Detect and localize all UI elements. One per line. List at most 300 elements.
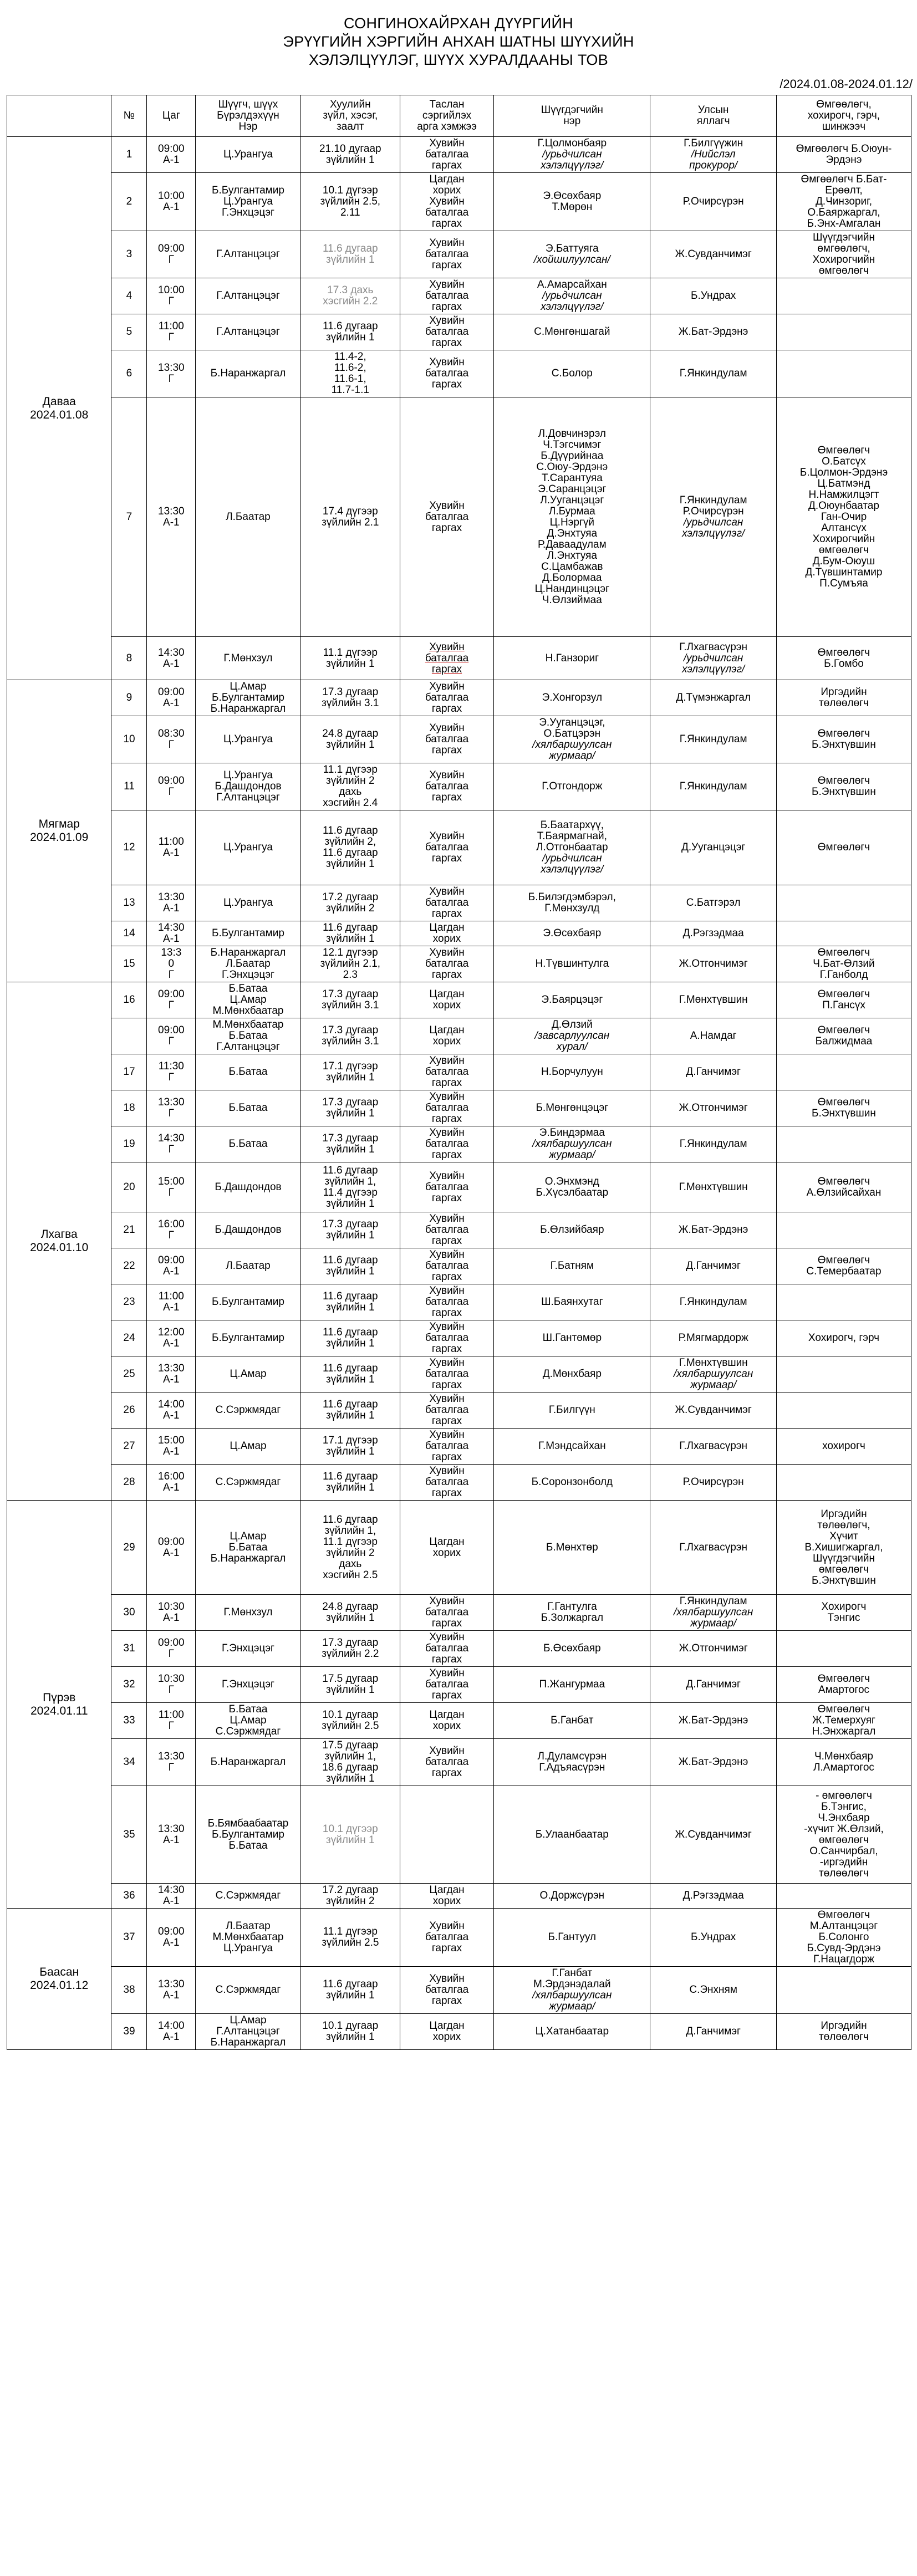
prosecutor-name: Г.Янкиндулам [650,1284,777,1320]
preventive-measure: Цагдан хорих [400,2014,494,2050]
defendant-names-text: Д.Өлзий [551,1019,593,1031]
hearing-time: 10:00 Г [147,278,196,314]
defendant-names: Э.Хонгорзул [494,680,650,716]
law-article: 17.2 дугаар зүйлийн 2 [300,885,400,921]
prosecutor-name: Д.Ганчимэг [650,1667,777,1703]
hearing-time: 14:00 А-1 [147,2014,196,2050]
judge-names: Ц.Урангуа [196,810,301,885]
preventive-measure: Хувийн баталгаа гаргах [400,1090,494,1126]
case-number: 18 [111,1090,147,1126]
defendant-names: О.Энхмэнд Б.Хүсэлбаатар [494,1162,650,1212]
case-number: 19 [111,1126,147,1162]
hearing-time: 09:00 А-1 [147,1909,196,1967]
case-number: 36 [111,1884,147,1909]
law-article: 17.3 дугаар зүйлийн 1 [300,1212,400,1248]
advocate-victim-witness [776,1126,911,1162]
law-article: 11.6 дугаар зүйлийн 1 [300,1356,400,1392]
defendant-names-text: Б.Баатархүү, Т.Баярмагнай, Л.Отгонбаатар [536,819,608,853]
table-row [7,810,911,885]
case-number: 20 [111,1162,147,1212]
law-article: 12.1 дүгээр зүйлийн 2.1, 2.3 [300,946,400,982]
preventive-measure: Хувийн баталгаа гаргах [400,1054,494,1090]
law-article: 17.3 дугаар зүйлийн 1 [300,1090,400,1126]
day-cell: Пүрэв 2024.01.11 [7,1501,111,1909]
judge-names: Б.Батаа Ц.Амар С.Сэржмядаг [196,1703,301,1739]
defendant-names-text: Э.Баттуяга [545,243,599,254]
advocate-victim-witness: Иргэдийн төлөөлөгч [776,680,911,716]
prosecutor-name: Д.Ганчимэг [650,1054,777,1090]
judge-names: Ц.Урангуа [196,716,301,763]
prosecutor-name: Ж.Сувданчимэг [650,231,777,278]
defendant-names-text: Г.Ганбат М.Эрдэнэдалай [533,1967,611,1990]
table-row [7,1884,911,1909]
case-number: 22 [111,1248,147,1284]
case-number: 8 [111,637,147,680]
law-article: 11.6 дугаар зүйлийн 1 [300,314,400,350]
case-number: 33 [111,1703,147,1739]
advocate-victim-witness: Өмгөөлөгч М.Алтанцэцэг Б.Солонго Б.Сувд-Эрдэнэ Г.Нацагдорж [776,1909,911,1967]
advocate-victim-witness: Иргэдийн төлөөлөгч, Хүчит В.Хишигжаргал, Шүүгдэгчийн өмгөөлөгч Б.Энхтүвшин [776,1501,911,1595]
defendant-names-note: /хойшилуулсан/ [533,254,610,266]
advocate-victim-witness: Иргэдийн төлөөлөгч [776,2014,911,2050]
law-article: 17.5 дугаар зүйлийн 1 [300,1667,400,1703]
preventive-measure: Цагдан хорих [400,921,494,946]
case-number: 14 [111,921,147,946]
defendant-names [494,278,650,314]
advocate-victim-witness: - өмгөөлөгч Б.Тэнгис, Ч.Энхбаяр -хүчит Ж.Өлзий, өмгөөлөгч О.Санчирбал, -иргэдийн төлөөлөгч [776,1786,911,1884]
col-header-number: № [111,95,147,137]
hearing-time: 11:00 Г [147,314,196,350]
preventive-measure [400,637,494,680]
title-line-3: ХЭЛЭЛЦҮҮЛЭГ, ШҮҮХ ХУРАЛДААНЫ ТОВ [308,52,609,68]
judge-names: Б.Дашдондов [196,1162,301,1212]
hearing-time: 10:00 А-1 [147,173,196,231]
judge-names: М.Мөнхбаатар Б.Батаа Г.Алтанцэцэг [196,1018,301,1054]
preventive-measure: Хувийн баталгаа гаргах [400,1429,494,1465]
law-article: 10.1 дүгээр зүйлийн 2.5, 2.11 [300,173,400,231]
table-row [7,1967,911,2014]
hearing-time: 09:00 Г [147,231,196,278]
case-number: 35 [111,1786,147,1884]
prosecutor-name [650,1595,777,1631]
defendant-names-text: А.Амарсайхан [537,279,607,290]
preventive-measure: Хувийн баталгаа гаргах [400,1967,494,2014]
defendant-names [494,716,650,763]
judge-names: С.Сэржмядаг [196,1967,301,2014]
col-header-other: Өмгөөлөгч, хохирогч, гэрч, шинжээч [776,95,911,137]
advocate-victim-witness: Өмгөөлөгч П.Гансүх [776,982,911,1018]
prosecutor-name-text: Г.Мөнхтүвшин [679,1357,748,1369]
prosecutor-name: А.Намдаг [650,1018,777,1054]
hearing-time: 13:30 Г [147,1739,196,1786]
defendant-names: Э.Баярцэцэг [494,982,650,1018]
advocate-victim-witness [776,278,911,314]
law-article: 11.6 дугаар зүйлийн 1, 11.1 дүгээр зүйлийн 2 дахь хэсгийн 2.5 [300,1501,400,1595]
defendant-names: Л.Дуламсүрэн Г.Адъяасүрэн [494,1739,650,1786]
defendant-names: Б.Ганбат [494,1703,650,1739]
judge-names: Ц.Урангуа Б.Дашдондов Г.Алтанцэцэг [196,763,301,810]
law-article: 11.6 дугаар зүйлийн 1 [300,1465,400,1501]
preventive-measure: Хувийн баталгаа гаргах [400,1248,494,1284]
judge-names: С.Сэржмядаг [196,1884,301,1909]
table-row [7,173,911,231]
advocate-victim-witness: Өмгөөлөгч Балжидмаа [776,1018,911,1054]
judge-names: Б.Батаа Ц.Амар М.Мөнхбаатар [196,982,301,1018]
preventive-measure: Хувийн баталгаа гаргах [400,680,494,716]
hearing-time: 16:00 А-1 [147,1465,196,1501]
preventive-measure: Хувийн баталгаа гаргах [400,1465,494,1501]
prosecutor-name: Г.Янкиндулам [650,1126,777,1162]
table-row [7,1356,911,1392]
preventive-measure: Хувийн баталгаа гаргах [400,397,494,637]
document-header [0,0,917,69]
table-row [7,231,911,278]
law-article: 17.3 дугаар зүйлийн 1 [300,1126,400,1162]
hearing-time: 09:00 Г [147,763,196,810]
defendant-names: Э.Өсөхбаяр [494,921,650,946]
preventive-measure: Хувийн баталгаа гаргах [400,137,494,173]
judge-names: Б.Булгантамир [196,1320,301,1356]
day-cell: Даваа 2024.01.08 [7,137,111,680]
case-number: 31 [111,1631,147,1667]
law-article: 11.1 дүгээр зүйлийн 1 [300,637,400,680]
prosecutor-name: Г.Янкиндулам [650,350,777,397]
defendant-names [494,1967,650,2014]
prosecutor-name: Д.Ганчимэг [650,1248,777,1284]
prosecutor-name: Ж.Отгончимэг [650,1631,777,1667]
defendant-names: Н.Түвшинтулга [494,946,650,982]
preventive-measure: Хувийн баталгаа гаргах [400,350,494,397]
prosecutor-name: Ж.Отгончимэг [650,1090,777,1126]
prosecutor-name-text: Г.Билгүүжин [684,137,743,149]
judge-names: Г.Энхцэцэг [196,1631,301,1667]
defendant-names [494,1126,650,1162]
table-row [7,1248,911,1284]
law-article: 10.1 дүгээр зүйлийн 1 [300,1786,400,1884]
preventive-measure: Хувийн баталгаа гаргах [400,1631,494,1667]
preventive-measure: Цагдан хорих [400,1703,494,1739]
judge-names: Г.Энхцэцэг [196,1667,301,1703]
prosecutor-name-text: Г.Янкиндулам [679,1595,747,1607]
law-article: 11.1 дүгээр зүйлийн 2 дахь хэсгийн 2.4 [300,763,400,810]
defendant-names: Ц.Хатанбаатар [494,2014,650,2050]
table-row [7,1429,911,1465]
hearing-time: 09:00 А-1 [147,1248,196,1284]
col-header-measure: Таслан сэргийлэх арга хэмжээ [400,95,494,137]
schedule-body [7,137,911,2050]
prosecutor-name [650,1356,777,1392]
hearing-time: 11:00 А-1 [147,810,196,885]
defendant-names: Н.Борчулуун [494,1054,650,1090]
law-article: 11.4-2, 11.6-2, 11.6-1, 11.7-1.1 [300,350,400,397]
preventive-measure: Цагдан хорих Хувийн баталгаа гаргах [400,173,494,231]
advocate-victim-witness: Өмгөөлөгч [776,810,911,885]
advocate-victim-witness [776,1465,911,1501]
advocate-victim-witness: Өмгөөлөгч Ж.Темерхуяг Н.Энхжаргал [776,1703,911,1739]
hearing-time: 13:30 А-1 [147,1967,196,2014]
case-number: 27 [111,1429,147,1465]
preventive-measure: Хувийн баталгаа гаргах [400,1595,494,1631]
prosecutor-name: Р.Очирсүрэн [650,1465,777,1501]
advocate-victim-witness [776,314,911,350]
prosecutor-name-note: /хялбаршуулсан журмаар/ [674,1606,753,1629]
advocate-victim-witness: Өмгөөлөгч Б.Оюун- Эрдэнэ [776,137,911,173]
hearing-time: 09:00 Г [147,1018,196,1054]
law-article: 17.3 дугаар зүйлийн 2.2 [300,1631,400,1667]
law-article: 17.2 дугаар зүйлийн 2 [300,1884,400,1909]
table-row [7,1501,911,1595]
law-article: 21.10 дугаар зүйлийн 1 [300,137,400,173]
hearing-time: 10:30 А-1 [147,1595,196,1631]
law-article: 17.1 дүгээр зүйлийн 1 [300,1429,400,1465]
law-article: 17.3 дугаар зүйлийн 3.1 [300,982,400,1018]
table-row [7,1786,911,1884]
defendant-names: Г.Отгондорж [494,763,650,810]
case-number: 15 [111,946,147,982]
table-row [7,1320,911,1356]
case-number: 38 [111,1967,147,2014]
hearing-time: 15:00 Г [147,1162,196,1212]
table-row [7,2014,911,2050]
advocate-victim-witness: Ч.Мөнхбаяр Л.Амартогос [776,1739,911,1786]
advocate-victim-witness: Өмгөөлөгч О.Батсүх Б.Цолмон-Эрдэнэ Ц.Батмэнд Н.Намжилцэгт Д.Оюунбаатар Ган-Очир Алтансүх Хохирогчийн өмгөөлөгч Д.Бум-Оюуш Д.Түвшинтамир П.Сумъяа [776,397,911,637]
defendant-names: Б.Гантуул [494,1909,650,1967]
prosecutor-name-text: Г.Янкиндулам Р.Очирсүрэн [679,494,747,517]
prosecutor-name [650,137,777,173]
law-article: 11.6 дугаар зүйлийн 1 [300,1392,400,1429]
defendant-names-text: Э.Ууганцэцэг, О.Батцэрэн [539,717,605,739]
preventive-measure: Хувийн баталгаа гаргах [400,810,494,885]
defendant-names: Б.Мөнхтөр [494,1501,650,1595]
defendant-names [494,137,650,173]
judge-names: Б.Булгантамир [196,1284,301,1320]
prosecutor-name-note: /урьдчилсан хэлэлцүүлэг/ [682,652,745,675]
advocate-victim-witness: Хохирогч Тэнгис [776,1595,911,1631]
advocate-victim-witness: Өмгөөлөгч С.Темербаатар [776,1248,911,1284]
judge-names: Ц.Амар Г.Алтанцэцэг Б.Наранжаргал [196,2014,301,2050]
table-row [7,763,911,810]
judge-names: Ц.Амар Б.Булгантамир Б.Наранжаргал [196,680,301,716]
prosecutor-name: Г.Янкиндулам [650,763,777,810]
table-row [7,716,911,763]
hearing-time: 09:00 А-1 [147,137,196,173]
case-number: 39 [111,2014,147,2050]
day-cell: Баасан 2024.01.12 [7,1909,111,2050]
law-article: 17.3 дугаар зүйлийн 3.1 [300,1018,400,1054]
preventive-measure-text: Хувийн баталгаа гаргах [425,641,469,675]
col-header-judge: Шүүгч, шүүх Бүрэлдэхүүн Нэр [196,95,301,137]
case-number: 32 [111,1667,147,1703]
defendant-names: Г.Батням [494,1248,650,1284]
judge-names: Г.Алтанцэцэг [196,231,301,278]
case-number: 24 [111,1320,147,1356]
advocate-victim-witness [776,921,911,946]
prosecutor-name: Ж.Отгончимэг [650,946,777,982]
hearing-time: 09:00 А-1 [147,1501,196,1595]
preventive-measure: Хувийн баталгаа гаргах [400,1284,494,1320]
col-header-defendant: Шүүгдэгчийн нэр [494,95,650,137]
preventive-measure: Хувийн баталгаа гаргах [400,1356,494,1392]
advocate-victim-witness [776,1392,911,1429]
advocate-victim-witness: Өмгөөлөгч Б.Энхтүвшин [776,716,911,763]
defendant-names-note: /урьдчилсан хэлэлцүүлэг/ [541,149,604,171]
table-row [7,1667,911,1703]
defendant-names-note: /урьдчилсан хэлэлцүүлэг/ [541,290,604,313]
law-article: 24.8 дугаар зүйлийн 1 [300,1595,400,1631]
advocate-victim-witness: Өмгөөлөгч Б.Бат- Ерөөлт, Д.Чинзориг, О.Баяржаргал, Б.Энх-Амгалан [776,173,911,231]
prosecutor-name: С.Батгэрэл [650,885,777,921]
case-number: 6 [111,350,147,397]
defendant-names: С.Болор [494,350,650,397]
judge-names: Ц.Амар Б.Батаа Б.Наранжаргал [196,1501,301,1595]
prosecutor-name-text: Г.Лхагвасүрэн [679,641,747,653]
prosecutor-name: Д.Ганчимэг [650,2014,777,2050]
preventive-measure: Хувийн баталгаа гаргах [400,314,494,350]
case-number: 37 [111,1909,147,1967]
defendant-names: О.Доржсүрэн [494,1884,650,1909]
hearing-time: 13:3 0 Г [147,946,196,982]
table-row [7,278,911,314]
table-header-row [7,95,911,137]
preventive-measure [400,1786,494,1884]
advocate-victim-witness: Өмгөөлөгч Амартогос [776,1667,911,1703]
case-number: 10 [111,716,147,763]
case-number: 7 [111,397,147,637]
preventive-measure: Хувийн баталгаа гаргах [400,763,494,810]
law-article: 17.3 дугаар зүйлийн 3.1 [300,680,400,716]
preventive-measure: Хувийн баталгаа гаргах [400,1667,494,1703]
case-number: 28 [111,1465,147,1501]
hearing-time: 13:30 Г [147,1090,196,1126]
table-row [7,1465,911,1501]
table-row [7,1090,911,1126]
hearing-time: 11:00 Г [147,1703,196,1739]
law-article: 11.6 дугаар зүйлийн 1 [300,1248,400,1284]
case-number: 1 [111,137,147,173]
title-line-1: СОНГИНОХАЙРХАН ДҮҮРГИЙН [343,15,574,32]
prosecutor-name-note: /Нийслэл прокурор/ [689,149,738,171]
judge-names: Л.Баатар [196,1248,301,1284]
defendant-names: Б.Өсөхбаяр [494,1631,650,1667]
hearing-time: 09:00 А-1 [147,680,196,716]
prosecutor-name: С.Энхням [650,1967,777,2014]
prosecutor-name: Д.Ууганцэцэг [650,810,777,885]
law-article: 11.6 дугаар зүйлийн 1 [300,1967,400,2014]
advocate-victim-witness: Хохирогч, гэрч [776,1320,911,1356]
table-row [7,314,911,350]
defendant-names: Ш.Гантөмөр [494,1320,650,1356]
hearing-time: 14:30 А-1 [147,921,196,946]
prosecutor-name [650,397,777,637]
hearing-time: 13:30 А-1 [147,397,196,637]
defendant-names [494,1018,650,1054]
table-row [7,1126,911,1162]
advocate-victim-witness [776,1284,911,1320]
hearing-time: 09:00 Г [147,1631,196,1667]
defendant-names-note: /завсарлуулсан хурал/ [534,1030,610,1053]
advocate-victim-witness: хохирогч [776,1429,911,1465]
defendant-names: Б.Соронзонболд [494,1465,650,1501]
defendant-names: Л.Довчинэрэл Ч.Тэгсчимэг Б.Дүүрийнаа С.Оюу-Эрдэнэ Т.Сарантуяа Э.Саранцэцэг Л.Ууганцэцэг Л.Бурмаа Ц.Нэргүй Д.Энхтуяа Р.Даваадулам Л.Энхтуяа С.Цамбажав Д.Болормаа Ц.Нандинцэцэг Ч.Өлзиймаа [494,397,650,637]
judge-names: Б.Батаа [196,1054,301,1090]
table-row [7,397,911,637]
day-cell: Мягмар 2024.01.09 [7,680,111,982]
table-row [7,1595,911,1631]
judge-names: Г.Мөнхзул [196,1595,301,1631]
prosecutor-name: Д.Рэгзэдмаа [650,1884,777,1909]
preventive-measure: Хувийн баталгаа гаргах [400,231,494,278]
defendant-names: Ш.Баянхутаг [494,1284,650,1320]
hearing-time: 13:30 Г [147,350,196,397]
law-article: 11.6 дугаар зүйлийн 1 [300,1284,400,1320]
prosecutor-name: Б.Ундрах [650,278,777,314]
case-number [111,1018,147,1054]
advocate-victim-witness [776,1356,911,1392]
case-number: 29 [111,1501,147,1595]
judge-names: Ц.Урангуа [196,137,301,173]
law-article: 11.6 дугаар зүйлийн 1, 11.4 дүгээр зүйлийн 1 [300,1162,400,1212]
hearing-time: 09:00 Г [147,982,196,1018]
case-number: 21 [111,1212,147,1248]
case-number: 26 [111,1392,147,1429]
table-row [7,1631,911,1667]
law-article: 17.1 дүгээр зүйлийн 1 [300,1054,400,1090]
defendant-names-text: Э.Биндэрмаа [539,1127,605,1139]
advocate-victim-witness: Өмгөөлөгч Ч.Бат-Өлзий Г.Ганболд [776,946,911,982]
prosecutor-name: Г.Мөнхтүвшин [650,1162,777,1212]
prosecutor-name: Ж.Бат-Эрдэнэ [650,1739,777,1786]
date-range: /2024.01.08-2024.01.12/ [780,77,913,91]
law-article: 11.6 дугаар зүйлийн 1 [300,231,400,278]
case-number: 11 [111,763,147,810]
judge-names: Б.Бямбаабаатар Б.Булгантамир Б.Батаа [196,1786,301,1884]
defendant-names: Н.Ганзориг [494,637,650,680]
judge-names: Ц.Амар [196,1356,301,1392]
prosecutor-name: Б.Ундрах [650,1909,777,1967]
judge-names: Б.Наранжаргал [196,1739,301,1786]
judge-names: С.Сэржмядаг [196,1465,301,1501]
law-article: 17.4 дүгээр зүйлийн 2.1 [300,397,400,637]
table-row [7,637,911,680]
law-article: 11.6 дугаар зүйлийн 2, 11.6 дугаар зүйлийн 1 [300,810,400,885]
judge-names: Г.Мөнхзул [196,637,301,680]
judge-names: Б.Наранжаргал [196,350,301,397]
preventive-measure: Хувийн баталгаа гаргах [400,1320,494,1356]
defendant-names: Б.Өлзийбаяр [494,1212,650,1248]
case-number: 23 [111,1284,147,1320]
advocate-victim-witness: Өмгөөлөгч Б.Гомбо [776,637,911,680]
hearing-time: 13:30 А-1 [147,1786,196,1884]
table-row [7,1284,911,1320]
law-article: 10.1 дугаар зүйлийн 1 [300,2014,400,2050]
advocate-victim-witness: Өмгөөлөгч А.Өлзийсайхан [776,1162,911,1212]
judge-names: Б.Наранжаргал Л.Баатар Г.Энхцэцэг [196,946,301,982]
advocate-victim-witness [776,1631,911,1667]
table-row [7,1054,911,1090]
preventive-measure: Хувийн баталгаа гаргах [400,946,494,982]
judge-names: Л.Баатар [196,397,301,637]
judge-names: Б.Батаа [196,1090,301,1126]
law-article: 11.1 дүгээр зүйлийн 2.5 [300,1909,400,1967]
table-row [7,1739,911,1786]
case-number: 25 [111,1356,147,1392]
table-row [7,1018,911,1054]
hearing-time: 14:30 А-1 [147,1884,196,1909]
schedule-table [7,95,911,2050]
table-row [7,1909,911,1967]
judge-names: С.Сэржмядаг [196,1392,301,1429]
preventive-measure: Хувийн баталгаа гаргах [400,1739,494,1786]
